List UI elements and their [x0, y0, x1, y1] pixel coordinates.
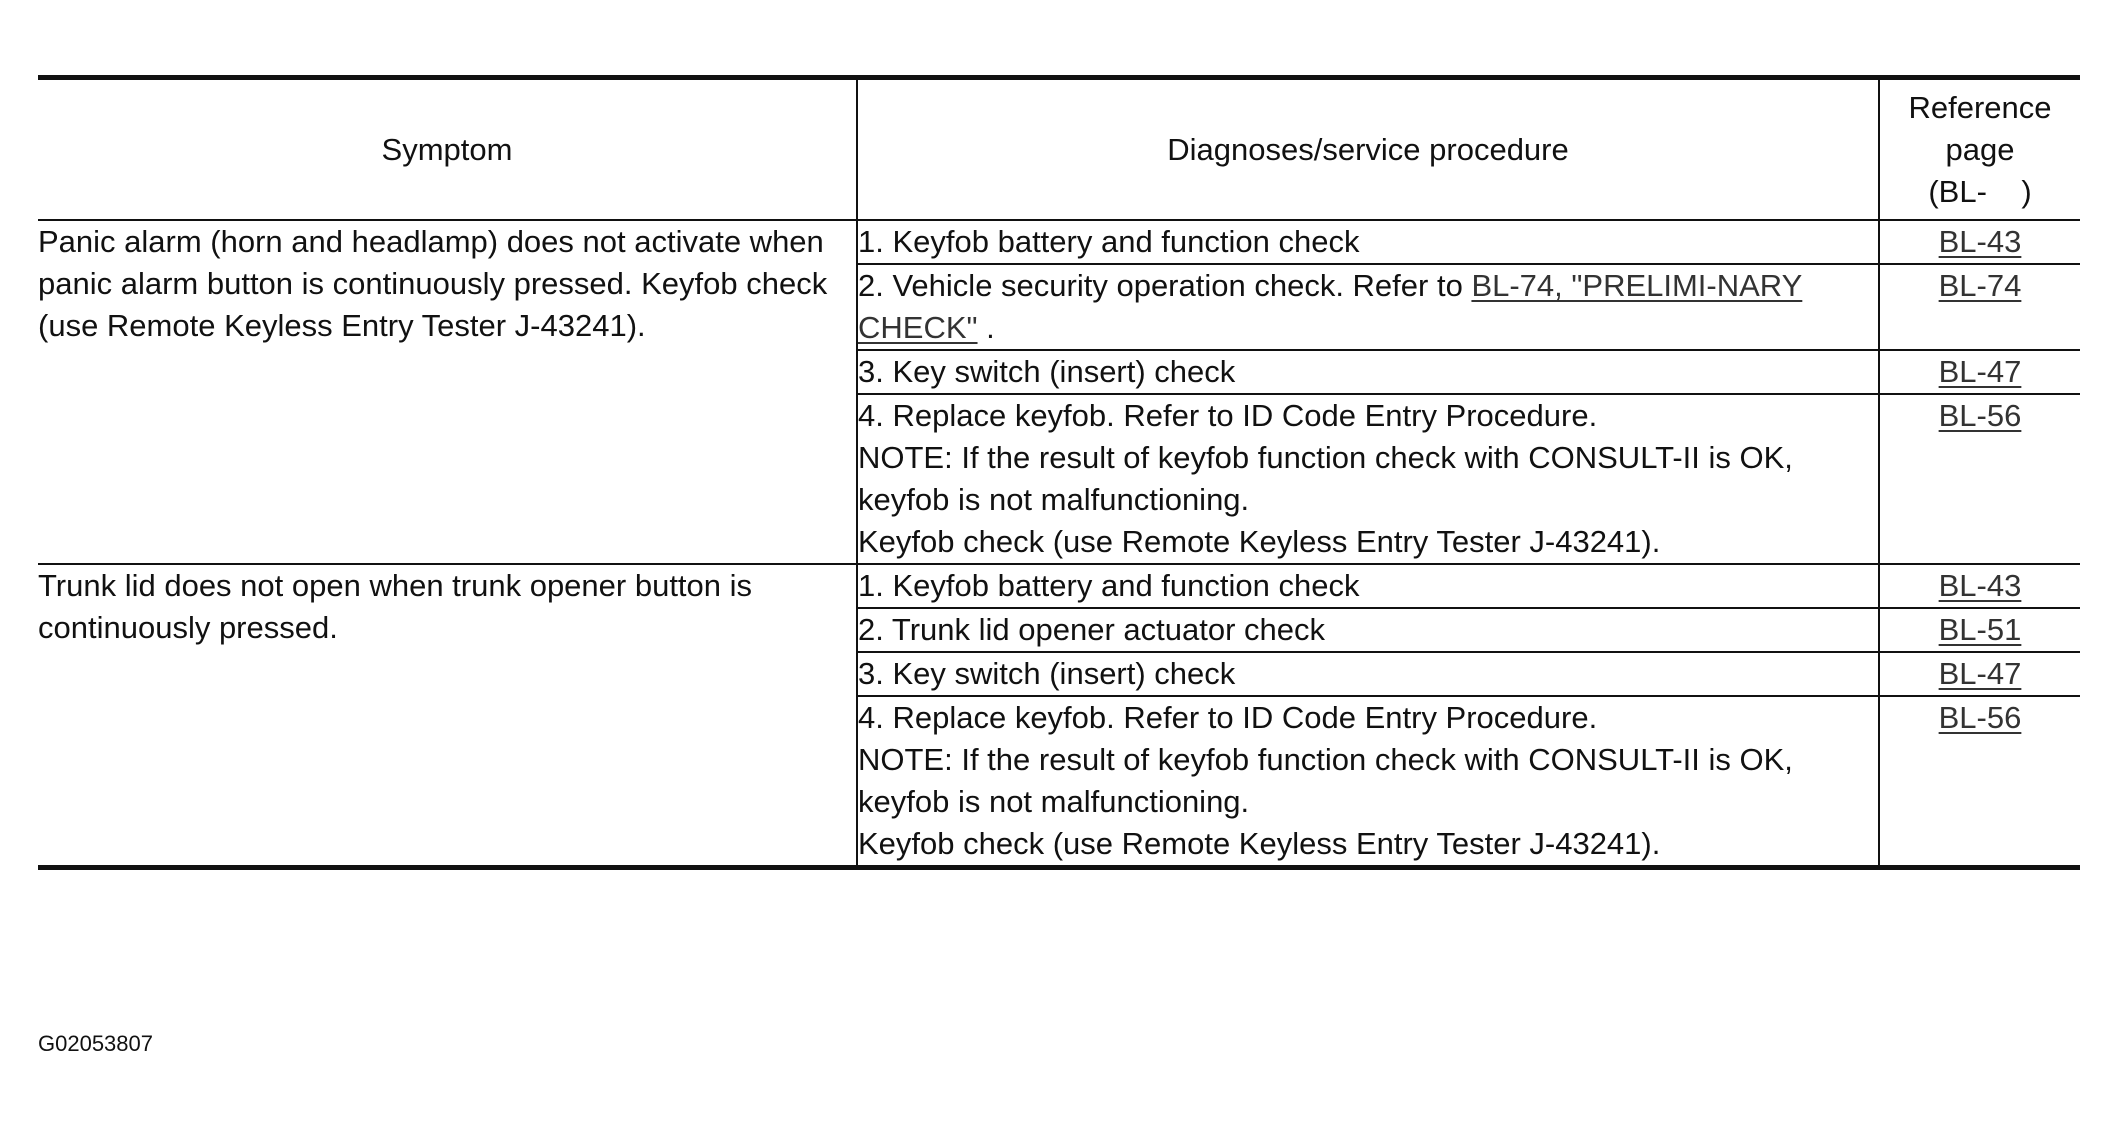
reference-cell	[1879, 608, 2080, 652]
header-procedure: Diagnoses/service procedure	[857, 78, 1879, 221]
symptom-cell: Trunk lid does not open when trunk opener button is continuously pressed.	[38, 564, 857, 868]
procedure-line: Keyfob check (use Remote Keyless Entry Tester J-43241).	[858, 524, 1661, 559]
procedure-note: NOTE: If the result of keyfob function check with CONSULT-II is OK, keyfob is not malfunctioning.	[858, 440, 1793, 517]
procedure-line: 4. Replace keyfob. Refer to ID Code Entry Procedure.	[858, 700, 1598, 735]
diagnosis-table	[38, 75, 2080, 870]
reference-link[interactable]: BL-43	[1938, 568, 2022, 603]
header-reference-line: (BL- )	[1928, 173, 2032, 209]
reference-cell	[1879, 394, 2080, 564]
reference-cell	[1879, 696, 2080, 868]
reference-link[interactable]: BL-56	[1938, 398, 2022, 433]
reference-link[interactable]: BL-56	[1938, 700, 2022, 735]
figure-id: G02053807	[38, 1031, 153, 1056]
header-symptom: Symptom	[38, 78, 857, 221]
reference-cell	[1879, 264, 2080, 350]
table-row	[38, 220, 2080, 264]
procedure-note: NOTE: If the result of keyfob function check with CONSULT-II is OK, keyfob is not malfunctioning.	[858, 742, 1793, 819]
procedure-line: 4. Replace keyfob. Refer to ID Code Entry Procedure.	[858, 398, 1598, 433]
reference-link[interactable]: BL-43	[1938, 224, 2022, 259]
header-reference-line: page	[1945, 131, 2015, 167]
reference-cell	[1879, 350, 2080, 394]
reference-cell	[1879, 652, 2080, 696]
procedure-cell: 3. Key switch (insert) check	[857, 350, 1879, 394]
header-reference	[1879, 78, 2080, 221]
procedure-cell: 3. Key switch (insert) check	[857, 652, 1879, 696]
procedure-text: .	[977, 310, 995, 345]
symptom-cell: Panic alarm (horn and headlamp) does not activate when panic alarm button is continuously pressed. Keyfob check (use Remote Keyless Entry Tester J-43241).	[38, 220, 857, 564]
reference-link[interactable]: BL-47	[1938, 656, 2022, 691]
reference-link[interactable]: BL-74	[1938, 268, 2022, 303]
procedure-cell: 2. Trunk lid opener actuator check	[857, 608, 1879, 652]
procedure-line: Keyfob check (use Remote Keyless Entry Tester J-43241).	[858, 826, 1661, 861]
procedure-cell: 1. Keyfob battery and function check	[857, 220, 1879, 264]
table-header-row	[38, 78, 2080, 221]
procedure-text: 2. Vehicle security operation check. Refer to	[858, 268, 1472, 303]
procedure-cell: 1. Keyfob battery and function check	[857, 564, 1879, 608]
procedure-cell	[857, 264, 1879, 350]
reference-link[interactable]: BL-47	[1938, 354, 2022, 389]
reference-cell	[1879, 220, 2080, 264]
reference-cell	[1879, 564, 2080, 608]
procedure-cell	[857, 696, 1879, 868]
procedure-cell	[857, 394, 1879, 564]
table-row	[38, 564, 2080, 608]
header-reference-line: Reference	[1908, 89, 2052, 125]
reference-link[interactable]: BL-51	[1938, 612, 2022, 647]
preliminary-check-link[interactable]: BL-74, "PRELIMI-NARY CHECK"	[858, 268, 1803, 345]
